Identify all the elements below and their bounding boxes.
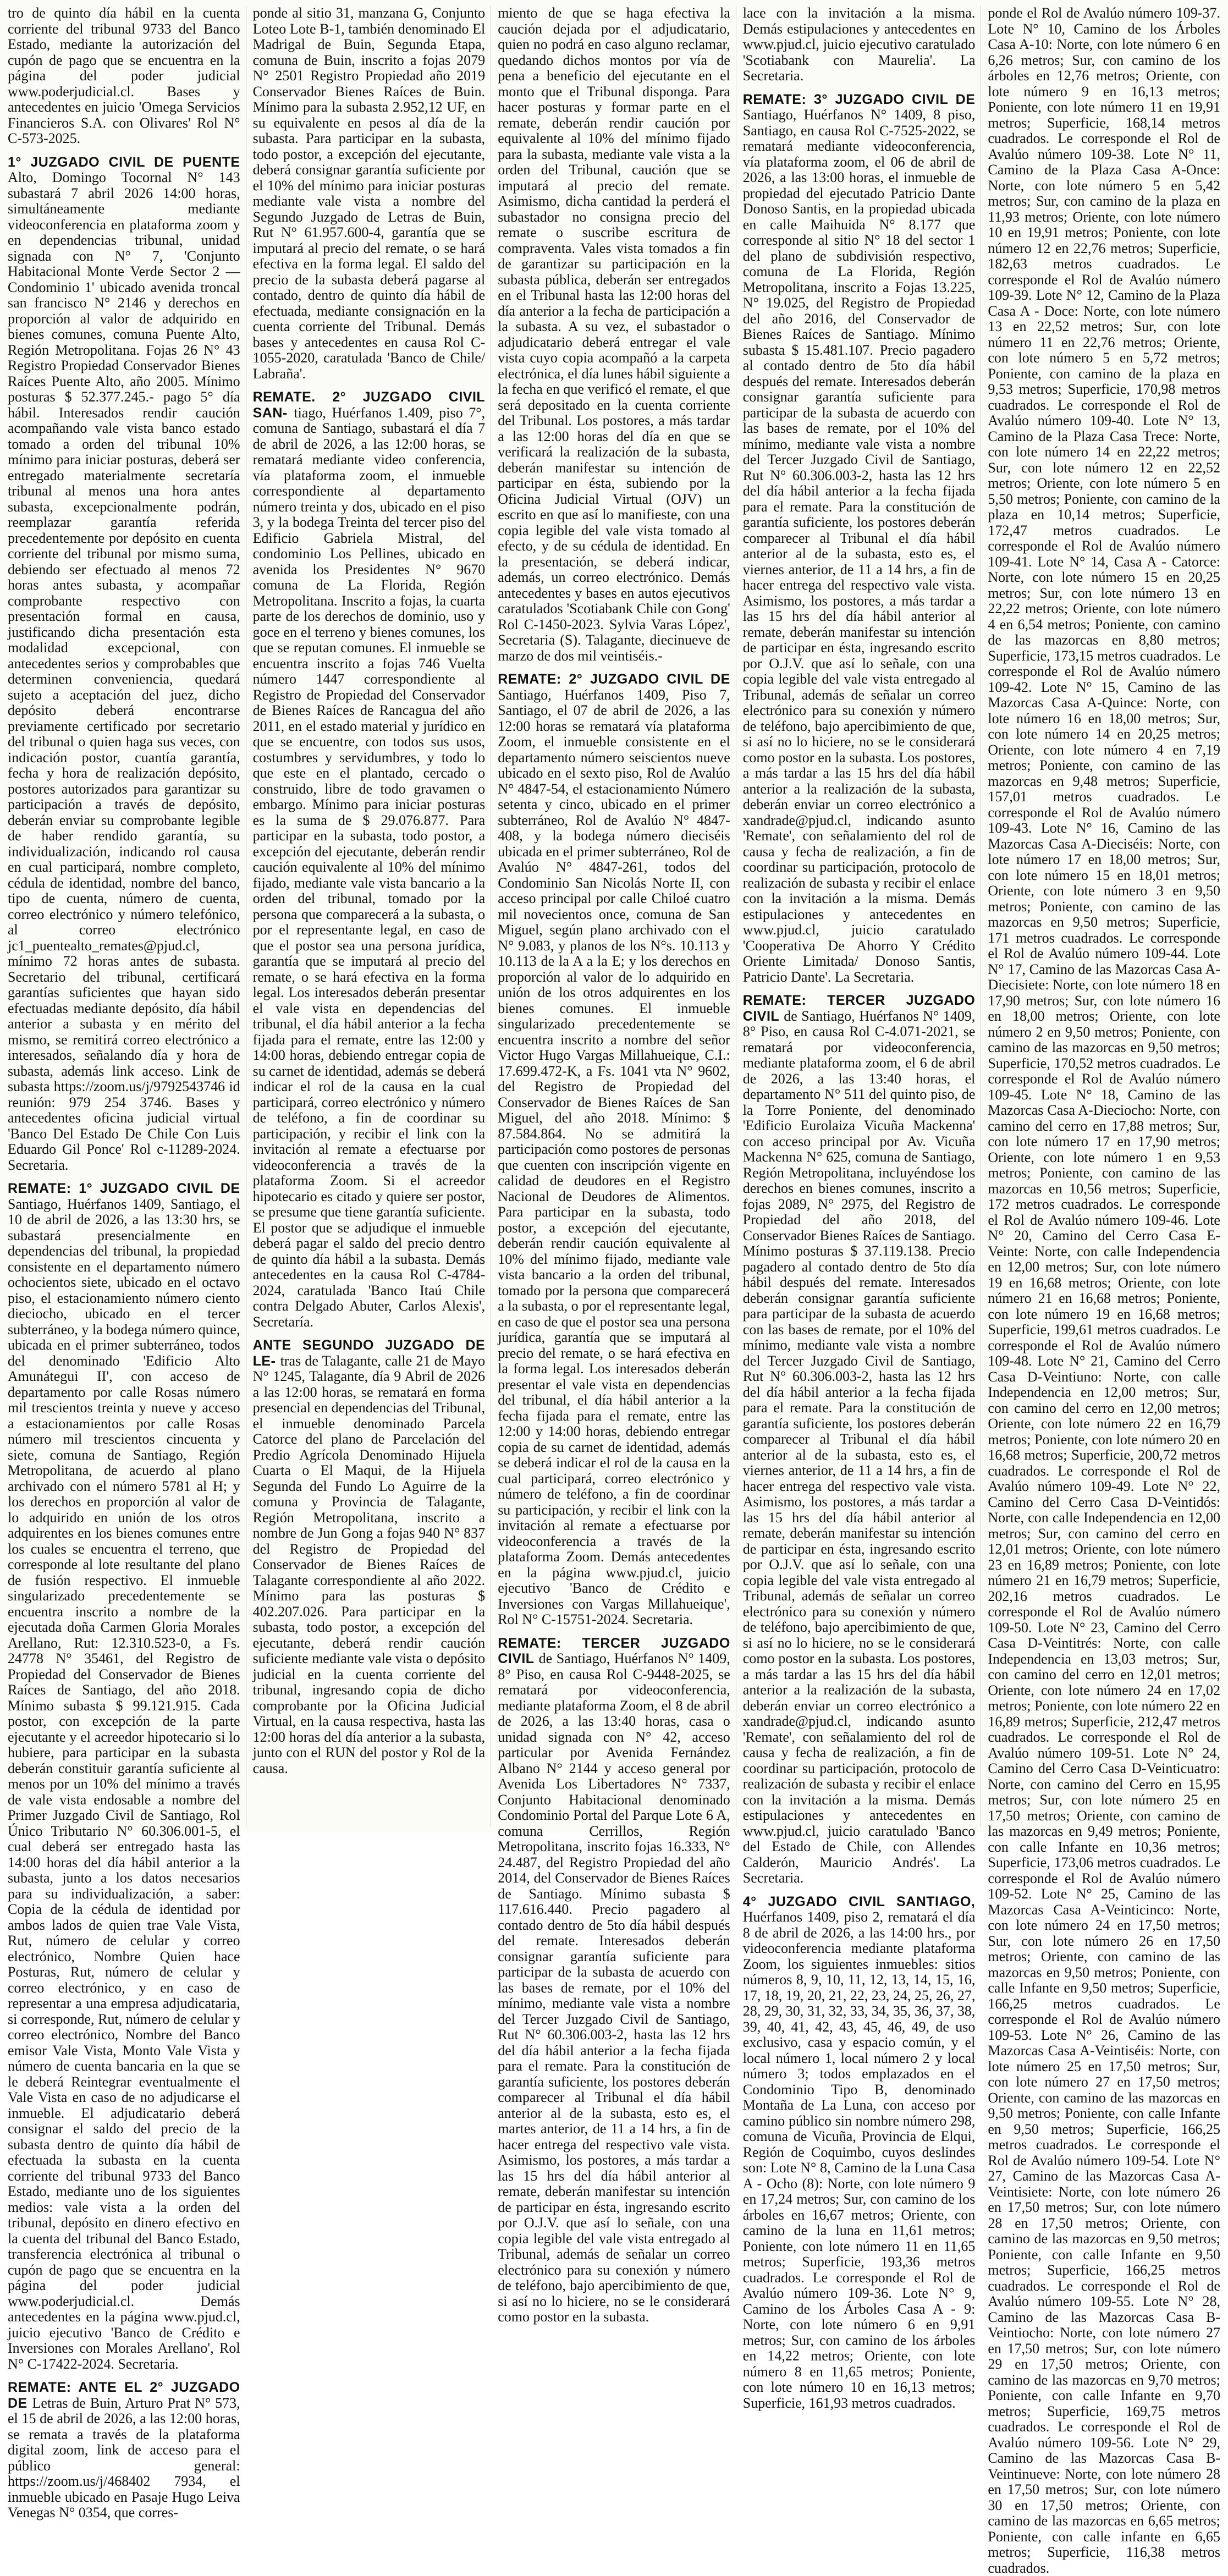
notice-body: ponde el Rol de Avalúo número 109-37. Lote N° 10, Camino de los Árboles Casa A-10: Norte, con lote número 6 en 6,26 metros; Sur, con camino de los árboles en 12,76 metros; Oriente, con lote número 9 en 16,13 metros; Poniente, con lote número 11 en 19,91 metros; Superficie, 168,14 metros cuadrados. Le corresponde el Rol de Avalúo número 109-38. Lote N° 11, Camino de la Plaza Casa A-Once: Norte, con lote número 5 en 5,42 metros; Sur, con camino de la plaza en 11,93 metros; Oriente, con lote número 10 en 19,91 metros; Poniente, con lote número 12 en 22,76 metros; Superficie, 182,63 metros cuadrados. Le corresponde el Rol de Avalúo número 109-39. Lote N° 12, Camino de la Plaza Casa A - Doce: Norte, con lote número 13 en 22,52 metros; Sur, con lote número 11 en 22,76 metros; Oriente, con lote número 5 en 5,72 metros; Poniente, con camino de la plaza en 9,53 metros; Superficie, 170,98 metros cuadrados. Le corresponde el Rol de Avalúo número 109-40. Lote N° 13, Camino de la Plaza Casa Trece: Norte, con lote número 14 en 22,22 metros; Sur, con lote número 12 en 22,52 metros; Oriente, con lote número 5 en 5,50 metros; Poniente, con camino de la plaza en 10,14 metros; Superficie, 172,47 metros cuadrados. Le corresponde el Rol de Avalúo número 109-41. Lote N° 14, Casa A - Catorce: Norte, con lote número 15 en 20,25 metros; Sur, con lote número 13 en 22,22 metros; Oriente, con lote número 4 en 6,54 metros; Poniente, con camino de las mazorcas en 8,80 metros; Superficie, 173,15 metros cuadrados. Le corresponde el Rol de Avalúo número 109-42. Lote N° 15, Camino de las Mazorcas Casa A-Quince: Norte, con lote número 16 en 18,00 metros; Sur, con lote número 14 en 20,25 metros; Oriente, con lote número 4 en 7,19 metros; Poniente, con camino de las mazorcas en 9,48 metros; Superficie, 157,01 metros cuadrados. Le corresponde el Rol de Avalúo número 109-43. Lote N° 16, Camino de las Mazorcas Casa A-Dieciséis: Norte, con lote número 17 en 18,00 metros; Sur, con lote número 15 en 18,01 metros; Oriente, con lote número 3 en 9,50 metros; Poniente, con camino de las mazorcas en 9,50 metros; Superficie, 171 metros cuadrados. Le corresponde el Rol de Avalúo número 109-44. Lote N° 17, Camino de las Mazorcas Casa A-Diecisiete: Norte, con lote número 18 en 17,90 metros; Sur, con lote número 16 en 18,00 metros; Oriente, con lote número 2 en 9,50 metros; Poniente, con camino de las mazorcas en 9,50 metros; Superficie, 170,52 metros cuadrados. Le corresponde el Rol de Avalúo número 109-45. Lote N° 18, Camino de las Mazorcas Casa A-Dieciocho: Norte, con camino del cerro en 17,88 metros; Sur, con lote número 17 en 17,90 metros; Oriente, con lote número 1 en 9,53 metros; Poniente, con camino de las mazorcas en 10,56 metros; Superficie, 172 metros cuadrados. Le corresponde el Rol de Avalúo número 109-46. Lote N° 20, Camino del Cerro Casa E-Veinte: Norte, con calle Independencia en 12,00 metros; Sur, con lote número 19 en 16,68 metros; Oriente, con lote número 21 en 16,68 metros; Poniente, con lote número 19 en 16,68 metros; Superficie, 199,61 metros cuadrados. Le corresponde el Rol de Avalúo número 109-48. Lote N° 21, Camino del Cerro Casa D-Veintiuno: Norte, con calle Independencia en 12,00 metros; Sur, con camino del cerro en 12,00 metros; Oriente, con lote número 22 en 16,79 metros; Poniente, con lote número 20 en 16,68 metros; Superficie, 200,72 metros cuadrados. Le corresponde el Rol de Avalúo número 109-49. Lote N° 22, Camino del Cerro Casa D-Veintidós: Norte, con calle Independencia en 12,00 metros; Sur, con camino del cerro en 12,01 metros; Oriente, con lote número 23 en 16,89 metros; Poniente, con lote número 21 en 16,79 metros; Superficie, 202,16 metros cuadrados. Le corresponde el Rol de Avalúo número 109-50. Lote N° 23, Camino del Cerro Casa D-Veintitrés: Norte, con calle Independencia en 13,03 metros; Sur, con camino del cerro en 12,01 metros; Oriente, con lote número 24 en 17,02 metros; Poniente, con lote número 22 en 16,89 metros; Superficie, 212,47 metros cuadrados. Le corresponde el Rol de Avalúo número 109-51. Lote N° 24, Camino del Cerro Casa D-Veinticuatro: Norte, con camino del Cerro en 15,95 metros; Sur, con lote número 25 en 17,50 metros; Oriente, con camino de las mazorcas en 9,49 metros; Poniente, con calle Infante en 10,36 metros; Superficie, 173,06 metros cuadrados. Le corresponde el Rol de Avalúo número 109-52. Lote N° 25, Camino de las Mazorcas Casa A-Veinticinco: Norte, con lote número 24 en 17,50 metros; Sur, con lote número 26 en 17,50 metros; Oriente, con camino de las mazorcas en 9,50 metros; Poniente, con calle Infante en 9,50 metros; Superficie, 166,25 metros cuadrados. Le corresponde el Rol de Avalúo número 109-53. Lote N° 26, Camino de las Mazorcas Casa A-Veintiséis: Norte, con lote número 25 en 17,50 metros; Sur, con lote número 27 en 17,50 metros; Oriente, con camino de las mazorcas en 9,50 metros; Poniente, con calle Infante en 9,50 metros; Superficie, 166,25 metros cuadrados. Le corresponde el Rol de Avalúo número 109-54. Lote N° 27, Camino de las Mazorcas Casa A-Veintisiete: Norte, con lote número 26 en 17,50 metros; Sur, con lote número 28 en 17,50 metros; Oriente, con camino de las mazorcas en 9,50 metros; Poniente, con calle Infante en 9,50 metros; Superficie, 166,25 metros cuadrados. Le corresponde el Rol de Avalúo número 109-55. Lote N° 28, Camino de las Mazorcas Casa B-Veintiocho: Norte, con lote número 27 en 17,50 metros; Sur, con lote número 29 en 17,50 metros; Oriente, con camino de las mazorcas en 9,70 metros; Poniente, con calle Infante en 9,70 metros; Superficie, 169,75 metros cuadrados. Le corresponde el Rol de Avalúo número 109-56. Lote N° 29, Camino de las Mazorcas Casa B-Veintinueve: Norte, con lote número 28 en 17,50 metros; Sur, con lote número 30 en 17,50 metros; Oriente, con camino de las mazorcas en 6,65 metros; Poniente, con calle infante en 6,65 metros; Superficie, 116,38 metros cuadrados. bbox=[988, 5, 1220, 2576]
legal-notice bbox=[8, 2380, 240, 2521]
notice-body: tiago, Huérfanos 1.409, piso 7°, comuna de Santiago, subastará el día 7 de abril de 2026, a las 12:00 horas, se rematará mediante video conferencia, vía plataforma zoom, el inmueble correspondiente al departamento número treinta y dos, ubicado en el piso 3, y la bodega Treinta del tercer piso del Edificio Gabriela Mistral, del condominio Los Pellines, ubicado en avenida los Presidentes N° 9670 comuna de La Florida, Región Metropolitana. Inscrito a fojas, la cuarta parte de los derechos de dominio, uso y goce en el terreno y bienes comunes, los que se reputan comunes. El inmueble se encuentra inscrito a fojas 746 Vuelta número 1447 correspondiente al Registro de Propiedad del Conservador de Bienes Raíces de Rancagua del año 2011, en el estado material y jurídico en que se encuentre, con todos sus usos, costumbres y servidumbres, y todo lo que este en el plantado, cercado o construido, libre de todo gravamen o embargo. Mínimo para iniciar posturas es la suma de $ 29.076.877. Para participar en la subasta, todo postor, a excepción del ejecutante, deberán rendir caución equivalente al 10% del mínimo fijado, mediante vale vista bancario a la orden del tribunal, tomado por la persona que comparecerá a la subasta, o por el representante legal, en caso de que el postor sea una persona jurídica, garantía que se imputará al precio del remate, o se hará efectiva en la forma legal. Los interesados deberán presentar el vale vista en dependencias del tribunal, el día hábil anterior a la fecha fijada para el remate, entre las 12:00 y 14:00 horas, debiendo entregar copia de su carnet de identidad, además se deberá indicar el rol de la causa en la cual participará, correo electrónico y número de teléfono, a fin de coordinar su participación, y recibir el link con la invitación al remate a efectuarse por videoconferencia a través de la plataforma Zoom. Si el acreedor hipotecario es citado y quiere ser postor, se presume que tiene garantía suficiente. El postor que se adjudique el inmueble deberá pagar el saldo del precio dentro de quinto día hábil a la subasta. Demás antecedentes en la causa Rol C-4784-2024, caratulada 'Banco Itaú Chile contra Delgado Abuter, Carlos Alexis', Secretaría. bbox=[252, 404, 486, 1330]
notice-body: Letras de Buin, Arturo Prat N° 573, el 15 de abril de 2026, a las 12:00 horas, se remata a través de la plataforma digital zoom, link de acceso para el público general: https://zoom.us/j/468402 7934, el inmueble ubicado en Pasaje Hugo Leiva Venegas N° 0354, que corres- bbox=[8, 2395, 240, 2520]
notice-body: miento de que se haga efectiva la caución dejada por el adjudicatario, quien no podrá en caso alguno reclamar, quedando dichos montos por vía de pena a beneficio del ejecutante en el monto que el Tribunal disponga. Para hacer posturas y formar parte en el remate, deberán rendir caución por equivalente al 10% del mínimo fijado para la subasta, mediante vale vista a la orden del Tribunal, caución que se imputará al precio del remate. Asimismo, dicha cantidad la perderá el subastador no consigna precio del remate o suscribe escritura de compraventa. Vales vista tomados a fin de garantizar su participación en la subasta pública, deberán ser entregados en el Tribunal hasta las 12:00 horas del día anterior a la fecha de participación a la subasta. A su vez, el subastador o adjudicatario deberá entregar el vale vista cuyo copia acompañó a la carpeta electrónica, el día lunes hábil siguiente a la fecha en que verificó el remate, el que será depositado en la cuenta corriente del Tribunal. Los postores, a más tardar a las 12:00 horas del día en que se verificará la realización de la subasta, deberán manifestar su intención de participar en ésta, subiendo por la Oficina Judicial Virtual (OJV) un escrito en que así lo manifieste, con una copia legible del vale vista tomado al efecto, y de su cédula de identidad. En la presentación, se deberá indicar, además, un correo electrónico. Demás antecedentes y bases en autos ejecutivos caratulados 'Scotiabank Chile con Gong' Rol C-1450-2023. Sylvia Varas López', Secretaria (S). Talagante, diecinueve de marzo de dos mil veintiséis.- bbox=[498, 5, 730, 664]
notice-body: tro de quinto día hábil en la cuenta corriente del tribunal 9733 del Banco Estado, mediante la autorización del cupón de pago que se encuentra en la página del poder judicial www.poderjudicial.cl. Bases y antecedentes en juicio 'Omega Servicios Financieros S.A. con Olivares' Rol N° C-573-2025. bbox=[8, 5, 240, 146]
legal-notice bbox=[253, 389, 486, 1330]
notice-body: de Santiago, Huérfanos N° 1409, 8° Piso, en causa Rol C-4.071-2021, se rematará por videoconferencia, mediante plataforma zoom, el 6 de abril de 2026, a las 13:40 horas, el departamento N° 511 del quinto piso, de la Torre Poniente, del denominado 'Edificio Eurolaiza Vicuña Mackenna' con acceso principal por Av. Vicuña Mackenna N° 625, comuna de Santiago, Región Metropolitana, incluyéndose los derechos en bienes comunes, inscrito a fojas 2089, N° 2975, del Registro de Propiedad del año 2018, del Conservador Bienes Raíces de Santiago. Mínimo posturas $ 37.119.138. Precio pagadero al contado dentro de 5to día hábil después del remate. Interesados deberán consignar garantía suficiente para participar de la subasta de acuerdo con las bases de remate, por el 10% del mínimo, mediante vale vista a nombre del Tercer Juzgado Civil de Santiago, Rut N° 60.306.003-2, hasta las 12 hrs del día hábil anterior a la fecha fijada para el remate. Para la constitución de garantía suficiente, los postores deberán comparecer al Tribunal el día hábil anterior al de la subasta, esto es, el viernes anterior, de 11 a 14 hrs, a fin de hacer entrega del respectivo vale vista. Asimismo, los postores, a más tardar a las 15 hrs del día hábil anterior al remate, deberán manifestar su intención de participar en ésta, ingresando escrito por O.J.V. que así lo señale, con una copia legible del vale vista entregado al Tribunal, además de señalar un correo electrónico para su conexión y número de teléfono, bajo apercibimiento de que, si así no lo hiciere, no se le considerará como postor en la subasta. Los postores, a más tardar a las 15 hrs del día hábil anterior a la realización de la subasta, deberán enviar un correo electrónico a xandrade@pjud.cl, indicando asunto 'Remate', con señalamiento del rol de causa y fecha de realización, a fin de coordinar su participación, protocolo de realización de subasta y recibir el enlace con la invitación a la misma. Demás estipulaciones y antecedentes en www.pjud.cl, juicio caratulado 'Banco del Estado de Chile, con Allendes Calderón, Mauricio Andrés'. La Secretaria. bbox=[742, 1008, 976, 1886]
legal-notice bbox=[743, 5, 976, 84]
notice-heading: REMATE: TERCER JUZGADO CIVIL bbox=[498, 1635, 730, 1666]
notice-heading: 4° JUZGADO CIVIL SANTIAGO, bbox=[742, 1894, 976, 1909]
legal-notice bbox=[253, 1337, 486, 1776]
notice-body: Huérfanos 1409, piso 2, rematará el día 8 de abril de 2026, a las 14:00 hrs., por videoconferencia mediante plataforma Zoom, los siguientes inmuebles: sitios números 8, 9, 10, 11, 12, 13, 14, 15, 16, 17, 18, 19, 20, 21, 22, 23, 24, 25, 26, 27, 28, 29, 30, 31, 32, 33, 34, 35, 36, 37, 38, 39, 40, 41, 42, 43, 45, 46, 49, de uso exclusivo, casa y espacio común, y el local número 1, local número 2 y local número 3; todos emplazados en el Condominio Tipo B, denominado Montaña de La Luna, con acceso por camino público sin nombre número 298, comuna de Vicuña, Provincia de Elqui, Región de Coquimbo, cuyos deslindes son: Lote N° 8, Camino de la Luna Casa A - Ocho (8): Norte, con lote número 9 en 17,24 metros; Sur, con camino de los árboles en 16,67 metros; Oriente, con camino de la luna en 11,61 metros; Poniente, con lote número 11 en 11,65 metros; Superficie, 193,36 metros cuadrados. Le corresponde el Rol de Avalúo número 109-36. Lote N° 9, Camino de los Árboles Casa A - 9: Norte, con lote número 6 en 9,91 metros; Sur, con camino de los árboles en 14,22 metros; Oriente, con lote número 8 en 11,65 metros; Poniente, con lote número 10 en 16,13 metros; Superficie, 161,93 metros cuadrados. bbox=[742, 1909, 976, 2411]
notice-heading: 1° JUZGADO CIVIL DE PUENTE bbox=[8, 154, 240, 170]
legal-notice bbox=[498, 5, 730, 664]
notice-body: Santiago, Huérfanos 1409, Piso 7, Santiago, el 07 de abril de 2026, a las 12:00 horas se rematará vía plataforma Zoom, el inmueble consistente en el departamento número seiscientos nueve ubicado en el sexto piso, Rol de Avalúo N° 4847-54, el estacionamiento Número setenta y cinco, ubicado en el primer subterráneo, Rol de Avalúo N° 4847-408, y la bodega número dieciséis ubicada en el primer subterráneo, Rol de Avalúo N° 4847-261, todos del Condominio San Nicolás Norte II, con acceso principal por calle Chiloé cuatro mil novecientos once, comuna de San Miguel, según plano archivado con el N° 9.083, y planos de los N°s. 10.113 y 10.113 de la A a la E; y los derechos en proporción al valor de lo adquirido en unión de los otros adquirentes en los bienes comunes. El inmueble singularizado precedentemente se encuentra inscrito a nombre del señor Victor Hugo Vargas Millahueique, C.I.: 17.699.472-K, a Fs. 1041 vta N° 9602, del Registro de Propiedad del Conservador de Bienes Raíces de San Miguel, del año 2018. Mínimo: $ 87.584.864. No se admitirá la participación como postores de personas que cuenten con inscripción vigente en calidad de deudores en el Registro Nacional de Deudores de Alimentos. Para participar en la subasta, todo postor, a excepción del ejecutante, deberán rendir caución equivalente al 10% del mínimo fijado, mediante vale vista bancario a la orden del tribunal, tomado por la persona que comparecerá a la subasta, o por el representante legal, en caso de que el postor sea una persona jurídica, garantía que se imputará al precio del remate, o se hará efectiva en la forma legal. Los interesados deberán presentar el vale vista en dependencias del tribunal, el día hábil anterior a la fecha fijada para el remate, entre las 12:00 y 14:00 horas, debiendo entregar copia de su carnet de identidad, además se deberá indicar el rol de la causa en la cual participará, correo electrónico y número de teléfono, a fin de coordinar su participación, y recibir el link con la invitación al remate a efectuarse por videoconferencia a través de la plataforma Zoom. Demás antecedentes en la página www.pjud.cl, juicio ejecutivo 'Banco de Crédito e Inversiones con Vargas Millahueique', Rol N° C-15751-2024. Secretaria. bbox=[498, 686, 730, 1627]
notice-body: lace con la invitación a la misma. Demás estipulaciones y antecedentes en www.pjud.cl, juicio ejecutivo caratulado 'Scotiabank con Maurelia'. La Secretaria. bbox=[742, 5, 976, 84]
notice-body: de Santiago, Huérfanos N° 1409, 8° Piso, en causa Rol C-9448-2025, se rematará por videoconferencia, mediante plataforma Zoom, el 8 de abril de 2026, a las 13:40 horas, casa o unidad signada con N° 42, acceso particular por Avenida Fernández Albano N° 2144 y acceso general por Avenida Los Libertadores N° 7337, Conjunto Habitacional denominado Condominio Portal del Parque Lote 6 A, comuna Cerrillos, Región Metropolitana, inscrito fojas 16.333, N° 24.487, del Registro Propiedad del año 2014, del Conservador de Bienes Raíces de Santiago. Mínimo subasta $ 117.616.440. Precio pagadero al contado dentro de 5to día hábil después del remate. Interesados deberán consignar garantía suficiente para participar de la subasta de acuerdo con las bases de remate, por el 10% del mínimo, mediante vale vista a nombre del Tercer Juzgado Civil de Santiago, Rut N° 60.306.003-2, hasta las 12 hrs del día hábil anterior a la fecha fijada para el remate. Para la constitución de garantía suficiente, los postores deberán comparecer al Tribunal el día hábil anterior al de la subasta, esto es, el martes anterior, de 11 a 14 hrs, a fin de hacer entrega del respectivo vale vista. Asimismo, los postores, a más tardar a las 15 hrs del día hábil anterior al remate, deberán manifestar su intención de participar en ésta, ingresando escrito por O.J.V. que así lo señale, con una copia legible del vale vista entregado al Tribunal, además de señalar un correo electrónico para su conexión y número de teléfono, bajo apercibimiento de que, si así no lo hiciere, no se le considerará como postor en la subasta. bbox=[498, 1650, 730, 2325]
column-5 bbox=[988, 5, 1220, 2576]
notice-heading: REMATE: ANTE EL 2° JUZGADO DE bbox=[8, 2380, 240, 2411]
legal-notice bbox=[498, 671, 730, 1628]
notice-heading: ANTE SEGUNDO JUZGADO DE LE- bbox=[252, 1337, 486, 1369]
legal-notice bbox=[8, 155, 240, 1174]
legal-notice bbox=[988, 5, 1220, 2576]
notice-heading: REMATE: TERCER JUZGADO CIVIL bbox=[742, 993, 976, 1024]
notice-body: Alto, Domingo Tocornal N° 143 subastará 7 abril 2026 14:00 horas, simultáneamente mediante videoconferencia en plataforma zoom y en dependencias tribunal, unidad signada con N° 7, 'Conjunto Habitacional Monte Verde Sector 2 — Condominio 1' ubicado avenida troncal san francisco N° 2146 y derechos en proporción al valor de adquirido en bienes comunes, comuna Puente Alto, Región Metropolitana. Fojas 26 N° 43 Registro Propiedad Conservador Bienes Raíces Puente Alto, año 2005. Mínimo posturas $ 52.377.245.- pago 5° día hábil. Interesados rendir caución acompañando vale vista banco estado tomado a orden del tribunal 10% mínimo para iniciar posturas, deberá ser entregado materialmente secretaría tribunal al menos una hora antes subasta, excepcionalmente podrán, reemplazar garantía referida precedentemente por depósito en cuenta corriente del tribunal por mismo suma, debiendo ser efectuado al menos 72 horas antes subasta, y acompañar comprobante respectivo con presentación formal en causa, justificando dicha presentación esta modalidad excepcional, con antecedentes serios y comprobables que determinen conveniencia, quedará sujeto a aceptación del juez, dicho depósito deberá encontrarse previamente certificado por secretario del tribunal o quien haga sus veces, con indicación postor, cuantía garantía, fecha y hora de realización depósito, postores autorizados para garantizar su participación a través de depósito, deberán enviar su comprobante legible de haber rendido garantía, su individualización, indicando rol causa en cual participará, nombre completo, cédula de identidad, nombre del banco, tipo de cuenta, número de cuenta, correo electrónico y número telefónico, al correo electrónico jc1_puentealto_remates@pjud.cl, mínimo 72 horas antes de subasta. Secretario del tribunal, certificará garantías suficientes que hayan sido efectuadas mediante depósito, día hábil anterior a subasta y en mérito del mismo, se remitirá correo electrónico a interesados, señalando día y hora de subasta, además link acceso. Link de subasta https://zoom.us/j/9792543746 id reunión: 979 254 3746. Bases y antecedentes oficina judicial virtual 'Banco Del Estado De Chile Con Luis Eduardo Gil Ponce' Rol c-11289-2024. Secretaria. bbox=[8, 169, 240, 1173]
notice-body: Santiago, Huérfanos 1409, Santiago, el 10 de abril de 2026, a las 13:30 hrs, se subastará presencialmente en dependencias del tribunal, la propiedad consistente en el departamento número ochocientos siete, ubicado en el octavo piso, el estacionamiento número ciento dieciocho, ubicado en el tercer subterráneo, y la bodega número quince, ubicada en el primer subterráneo, todos del denominado 'Edificio Alto Amunátegui II', con acceso de departamento por calle Rosas número mil trescientos treinta y nueve y acceso a estacionamientos por calle Rosas número mil trescientos cincuenta y siete, comuna de Santiago, Región Metropolitana, de acuerdo al plano archivado con el número 5781 al H; y los derechos en proporción al valor de lo adquirido en unión de los otros adquirentes en los bienes comunes entre los cuales se encuentra el terreno, que corresponde al lote resultante del plano de fusión respectivo. El inmueble singularizado precedentemente se encuentra inscrito a nombre de la ejecutada doña Carmen Gloria Morales Arellano, Rut: 12.310.523-0, a Fs. 24778 N° 35461, del Registro de Propiedad del Conservador de Bienes Raíces de Santiago, del año 2018. Mínimo subasta $ 99.121.915. Cada postor, con excepción de la parte ejecutante y el acreedor hipotecario si lo hubiere, para participar en la subasta deberán constituir garantía suficiente al menos por un 10% del mínimo a través de vale vista endosable a nombre del Primer Juzgado Civil de Santiago, Rol Único Tributario N° 60.306.001-5, el cual deberá ser entregado hasta las 14:00 horas del día hábil anterior a la subasta, junto a los datos necesarios para su individualización, a saber: Copia de la cédula de identidad por ambos lados de quien trae Vale Vista, Rut, número de celular y correo electrónico, Nombre Quien hace Posturas, Rut, número de celular y correo electrónico, y en caso de representar a una empresa adjudicataria, si corresponde, Rut, número de celular y correo electrónico, Nombre del Banco emisor Vale Vista, Monto Vale Vista y número de cuenta bancaria en la que se le deberá Reintegrar eventualmente el Vale Vista en caso de no adjudicarse el inmueble. El adjudicatario deberá consignar el saldo del precio de la subasta dentro de quinto día hábil de efectuada la subasta en la cuenta corriente del tribunal 9733 del Banco Estado, mediante uno de los siguientes medios: vale vista a la orden del tribunal, depósito en dinero efectivo en la cuenta del tribunal del Banco Estado, transferencia electrónica al tribunal o cupón de pago que se encuentra en la página del poder judicial www.poderjudicial.cl. Demás antecedentes en la página www.pjud.cl, juicio ejecutivo 'Banco de Crédito e Inversiones con Morales Arellano', Rol N° C-17422-2024. Secretaria. bbox=[8, 1196, 240, 2372]
legal-notice bbox=[8, 5, 240, 147]
notice-heading: REMATE. 2° JUZGADO CIVIL SAN- bbox=[252, 389, 486, 421]
column-2 bbox=[253, 5, 492, 1827]
legal-notice bbox=[743, 993, 976, 1886]
legal-notice bbox=[253, 5, 486, 382]
notice-heading: REMATE: 1° JUZGADO CIVIL DE bbox=[8, 1181, 240, 1196]
notice-body: tras de Talagante, calle 21 de Mayo N° 1245, Talagante, día 9 Abril de 2026 a las 12:00 horas, se rematará en forma presencial en dependencias del Tribunal, el inmueble denominado Parcela Catorce del plano de Parcelación del Predio Agrícola Denominado Hijuela Cuarta o El Maqui, de la Hijuela Segunda del Fundo Lo Aguirre de la comuna y Provincia de Talagante, Región Metropolitana, inscrito a nombre de Jun Gong a fojas 940 N° 837 del Registro de Propiedad del Conservador de Bienes Raíces de Talagante correspondiente al año 2022. Mínimo para las posturas $ 402.207.026. Para participar en la subasta, todo postor, a excepción del ejecutante, deberá rendir caución suficiente mediante vale vista o depósito judicial en la cuenta corriente del tribunal, ingresando copia de dicho comprobante por la Oficina Judicial Virtual, en la causa respectiva, hasta las 12:00 horas del día anterior a la subasta, junto con el RUN del postor y Rol de la causa. bbox=[252, 1352, 486, 1776]
notice-body: Santiago, Huérfanos N° 1409, 8 piso, Santiago, en causa Rol C-7525-2022, se rematará mediante videoconferencia, vía plataforma zoom, el 06 de abril de 2026, a las 13:00 horas, el inmueble de propiedad del ejecutado Patricio Dante Donoso Santis, en la propiedad ubicada en calle Maihuida N° 8.177 que corresponde al sitio N° 18 del sector 1 del plano de subdivisión respectivo, comuna de La Florida, Región Metropolitana, inscrito a Fojas 13.225, N° 19.025, del Registro de Propiedad del año 2016, del Conservador de Bienes Raíces de Santiago. Mínimo subasta $ 15.481.107. Precio pagadero al contado dentro de 5to día hábil después del remate. Interesados deberán consignar garantía suficiente para participar de la subasta de acuerdo con las bases de remate, por el 10% del mínimo, mediante vale vista a nombre del Tercer Juzgado Civil de Santiago, Rut N° 60.306.003-2, hasta las 12 hrs del día hábil anterior a la fecha fijada para el remate. Para la constitución de garantía suficiente, los postores deberán comparecer al Tribunal el día hábil anterior al de la subasta, esto es, el viernes anterior, de 11 a 14 hrs, a fin de hacer entrega del respectivo vale vista. Asimismo, los postores, a más tardar a las 15 hrs del día hábil anterior al remate, deberán manifestar su intención de participar en ésta, ingresando escrito por O.J.V. que así lo señale, con una copia legible del vale vista entregado al Tribunal, además de señalar un correo electrónico para su conexión y número de teléfono, bajo apercibimiento de que, si así no lo hiciere, no se le considerará como postor en la subasta. Los postores, a más tardar a las 15 hrs del día hábil anterior a la realización de la subasta, deberán enviar un correo electrónico a xandrade@pjud.cl, indicando asunto 'Remate', con señalamiento del rol de causa y fecha de realización, a fin de coordinar su participación, protocolo de realización de subasta y recibir el enlace con la invitación a la misma. Demás estipulaciones y antecedentes en www.pjud.cl, juicio caratulado 'Cooperativa De Ahorro Y Crédito Oriente Limitada/ Donoso Santis, Patricio Dante'. La Secretaria. bbox=[742, 107, 976, 985]
column-3 bbox=[498, 5, 736, 2325]
legal-notice bbox=[8, 1181, 240, 2372]
column-1 bbox=[8, 5, 246, 2520]
notice-body: ponde al sitio 31, manzana G, Conjunto Loteo Lote B-1, también denominado El Madrigal de Buin, Segunda Etapa, comuna de Buin, inscrito a fojas 2079 N° 2501 Registro Propiedad año 2019 Conservador Bienes Raíces de Buin. Mínimo para la subasta 2.952,12 UF, en su equivalente en pesos al día de la subasta. Para participar en la subasta, todo postor, a excepción del ejecutante, deberá consignar garantía suficiente por el 10% del mínimo para iniciar posturas mediante vale vista a nombre del Segundo Juzgado de Letras de Buin, Rut N° 61.957.600-4, garantía que se imputará al precio del remate, o se hará efectiva en la forma legal. El saldo del precio de la subasta deberá pagarse al contado, dentro de quinto día hábil de efectuada, mediante consignación en la cuenta corriente del Tribunal. Demás bases y antecedentes en causa Rol C-1055-2020, caratulada 'Banco de Chile/ Labraña'. bbox=[252, 5, 486, 382]
legal-notice bbox=[498, 1636, 730, 2325]
legal-notice bbox=[743, 1894, 976, 2412]
notice-heading: REMATE: 2° JUZGADO CIVIL DE bbox=[498, 671, 730, 687]
notice-heading: REMATE: 3° JUZGADO CIVIL DE bbox=[742, 91, 976, 107]
column-4 bbox=[742, 5, 982, 2411]
legal-notice bbox=[743, 92, 976, 986]
